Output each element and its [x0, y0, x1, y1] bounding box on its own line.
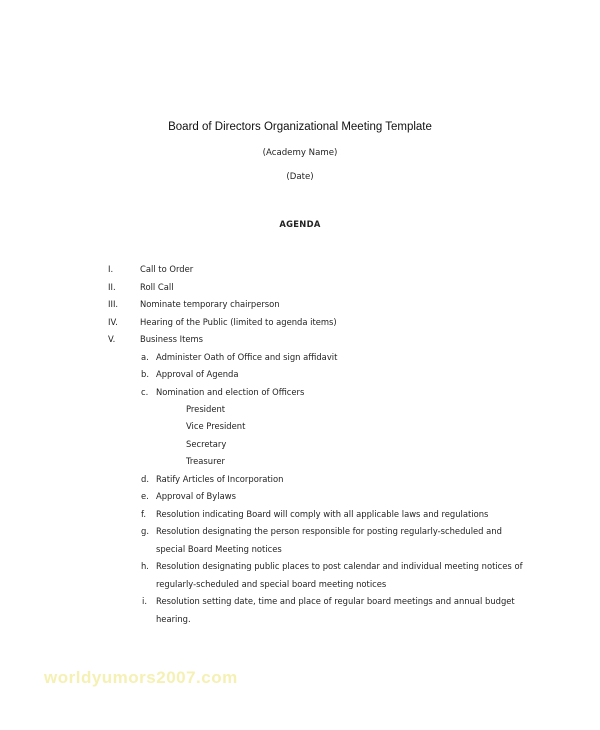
- officer-president: President: [186, 404, 226, 414]
- date-placeholder: (Date): [286, 172, 314, 182]
- document-title: Board of Directors Organizational Meeting Template: [168, 121, 432, 133]
- business-item-posting-person-cont: special Board Meeting notices: [156, 544, 282, 554]
- business-item-letter: c.: [141, 387, 149, 397]
- business-item-letter: d.: [141, 474, 149, 484]
- officer-treasurer: Treasurer: [186, 456, 225, 466]
- business-item-letter: h.: [141, 561, 149, 571]
- agenda-item-number: V.: [108, 334, 116, 344]
- business-item-approval-agenda: Approval of Agenda: [156, 369, 239, 379]
- agenda-item-business-items: Business Items: [140, 334, 204, 344]
- agenda-item-public-hearing: Hearing of the Public (limited to agenda items): [140, 317, 337, 327]
- business-item-letter: i.: [142, 596, 147, 606]
- agenda-item-number: II.: [108, 282, 116, 292]
- business-item-bylaws: Approval of Bylaws: [156, 491, 236, 501]
- business-item-letter: f.: [141, 509, 147, 519]
- business-item-letter: g.: [141, 526, 149, 536]
- agenda-heading: AGENDA: [279, 219, 321, 229]
- academy-name-placeholder: (Academy Name): [262, 148, 338, 158]
- business-item-oath: Administer Oath of Office and sign affidavit: [156, 352, 338, 362]
- business-item-letter: a.: [141, 352, 149, 362]
- business-item-articles: Ratify Articles of Incorporation: [156, 474, 284, 484]
- officer-secretary: Secretary: [186, 439, 227, 449]
- agenda-item-call-to-order: Call to Order: [140, 264, 194, 274]
- officer-vice-president: Vice President: [186, 421, 246, 431]
- business-item-public-places-cont: regularly-scheduled and special board meeting notices: [156, 579, 387, 589]
- agenda-item-temporary-chair: Nominate temporary chairperson: [140, 299, 280, 309]
- agenda-item-number: I.: [108, 264, 114, 274]
- business-item-public-places: Resolution designating public places to post calendar and individual meeting notices of: [156, 561, 523, 571]
- business-item-compliance: Resolution indicating Board will comply with all applicable laws and regulations: [156, 509, 489, 519]
- watermark: worldyumors2007.com: [44, 668, 238, 687]
- agenda-item-number: III.: [108, 299, 119, 309]
- agenda-item-number: IV.: [108, 317, 118, 327]
- business-item-posting-person: Resolution designating the person responsible for posting regularly-scheduled and: [156, 526, 502, 536]
- business-item-letter: e.: [141, 491, 149, 501]
- business-item-meeting-schedule: Resolution setting date, time and place of regular board meetings and annual budget: [156, 596, 515, 606]
- business-item-officer-election: Nomination and election of Officers: [156, 387, 305, 397]
- agenda-item-roll-call: Roll Call: [140, 282, 174, 292]
- business-item-letter: b.: [141, 369, 149, 379]
- business-item-meeting-schedule-cont: hearing.: [156, 614, 191, 624]
